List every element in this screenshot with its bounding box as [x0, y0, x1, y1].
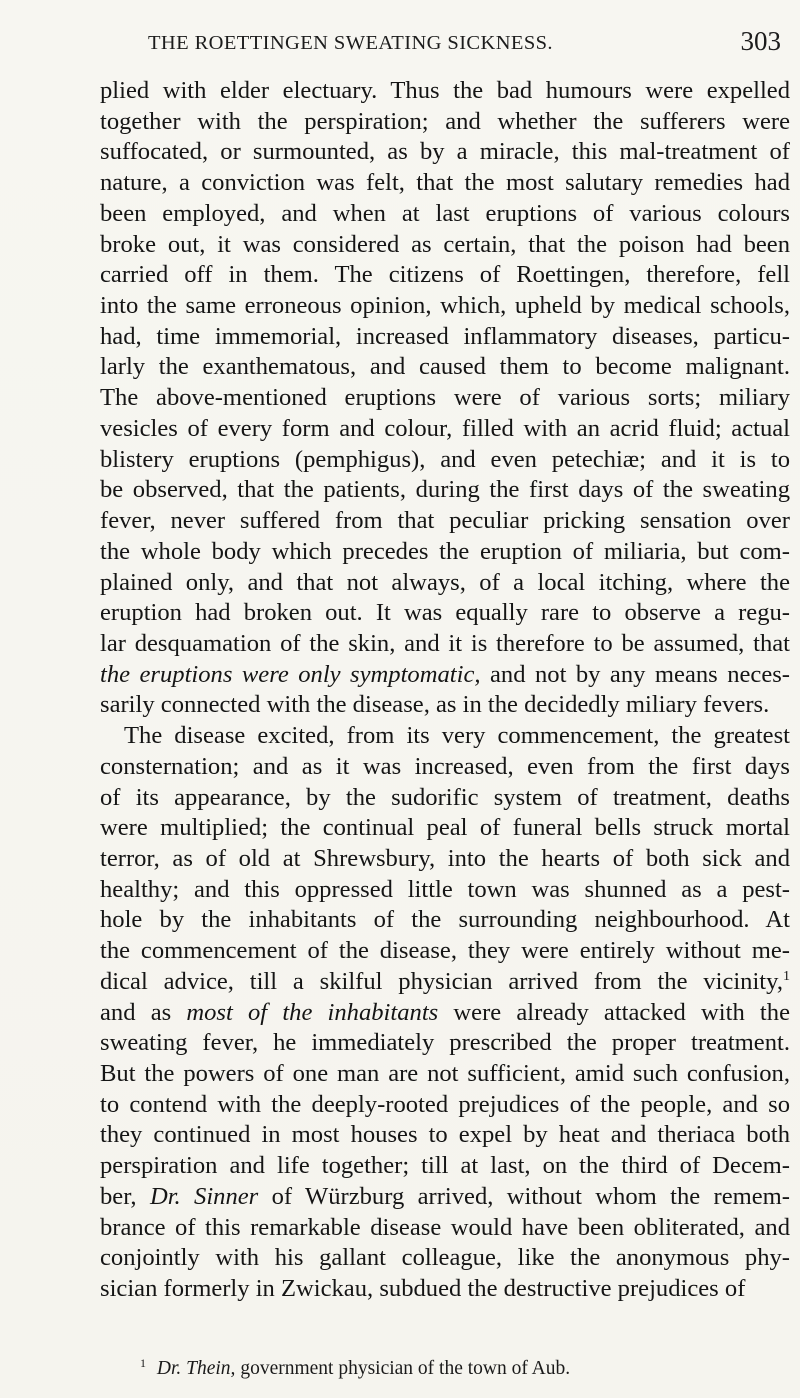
- text-segment: had, time immemorial, increased inflammatory diseases, particu-: [100, 322, 790, 350]
- text-line: [100, 875, 790, 906]
- text-line: [100, 844, 790, 875]
- italic-text: the eruptions were only symptomatic,: [100, 660, 481, 688]
- text-segment: sweating fever, he immediately prescribed the proper treatment.: [100, 1029, 790, 1057]
- text-segment: perspiration and life together; till at last, on the third of Decem-: [100, 1152, 790, 1180]
- text-line: [100, 107, 790, 138]
- italic-text: Dr. Sinner: [149, 1182, 259, 1210]
- text-segment: The above-mentioned eruptions were of various sorts; miliary: [100, 384, 790, 412]
- text-line: [100, 905, 790, 936]
- text-line: [100, 721, 790, 752]
- text-segment: dical advice, till a skilful physician arrived from the vicinity,: [100, 967, 783, 995]
- text-segment: fever, never suffered from that peculiar pricking sensation over: [100, 507, 790, 535]
- text-line: [100, 1182, 790, 1213]
- text-segment: plained only, and that not always, of a local itching, where the: [100, 568, 790, 596]
- text-line: [100, 445, 790, 476]
- text-segment: sarily connected with the disease, as in the decidedly miliary fevers.: [100, 691, 770, 719]
- text-line: [100, 76, 790, 107]
- running-title: THE ROETTINGEN SWEATING SICKNESS.: [148, 32, 553, 54]
- text-line: [100, 598, 790, 629]
- text-segment: and not by any means neces-: [480, 660, 790, 688]
- text-line: [100, 568, 790, 599]
- text-segment: The disease excited, from its very commencement, the greatest: [124, 722, 790, 750]
- page-number: 303: [740, 26, 781, 56]
- text-line: [100, 1120, 790, 1151]
- text-line: [100, 168, 790, 199]
- text-line: [100, 1059, 790, 1090]
- text-line: [100, 1028, 790, 1059]
- text-line: [100, 660, 790, 691]
- text-segment: nature, a conviction was felt, that the most salutary remedies had: [100, 169, 790, 197]
- text-segment: were multiplied; the continual peal of funeral bells struck mortal: [100, 814, 790, 842]
- text-segment: together with the perspiration; and whether the sufferers were: [100, 107, 790, 135]
- text-segment: terror, as of old at Shrewsbury, into the hearts of both sick and: [100, 844, 790, 872]
- text-line: [100, 199, 790, 230]
- text-segment: suffocated, or surmounted, as by a miracle, this mal-treatment of: [100, 138, 790, 166]
- text-line: [100, 322, 790, 353]
- text-segment: they continued in most houses to expel by heat and theriaca both: [100, 1121, 790, 1149]
- text-line: [100, 475, 790, 506]
- text-line: [100, 291, 790, 322]
- text-segment: the commencement of the disease, they were entirely without me-: [100, 937, 790, 965]
- text-segment: carried off in them. The citizens of Roettingen, therefore, fell: [100, 261, 790, 289]
- text-segment: of Würzburg arrived, without whom the remem-: [258, 1182, 790, 1210]
- italic-text: most of the inhabitants: [186, 998, 439, 1026]
- text-segment: sician formerly in Zwickau, subdued the destructive prejudices of: [100, 1275, 746, 1303]
- text-line: [100, 998, 790, 1029]
- text-line: [100, 383, 790, 414]
- text-line: [100, 1151, 790, 1182]
- text-line: [100, 506, 790, 537]
- text-line: [100, 352, 790, 383]
- text-line: [100, 936, 790, 967]
- text-segment: and as: [100, 998, 187, 1026]
- text-segment: vesicles of every form and colour, filled with an acrid fluid; actual: [100, 414, 790, 442]
- text-line: [100, 1243, 790, 1274]
- text-segment: blistery eruptions (pemphigus), and even petechiæ; and it is to: [100, 445, 790, 473]
- text-line: [100, 260, 790, 291]
- footnote-reference: 1: [783, 968, 790, 984]
- text-segment: healthy; and this oppressed little town was shunned as a pest-: [100, 875, 790, 903]
- footnote-marker: 1: [140, 1356, 146, 1370]
- text-segment: into the same erroneous opinion, which, upheld by medical schools,: [100, 292, 790, 320]
- text-line: [100, 629, 790, 660]
- text-segment: plied with elder electuary. Thus the bad humours were expelled: [100, 77, 790, 104]
- text-line: [100, 1213, 790, 1244]
- text-segment: broke out, it was considered as certain, that the poison had been: [100, 230, 790, 258]
- text-line: [100, 690, 790, 721]
- body-text: [100, 76, 790, 1305]
- text-line: [100, 783, 790, 814]
- text-segment: ber,: [100, 1182, 150, 1210]
- text-segment: lar desquamation of the skin, and it is therefore to be assumed, that: [100, 629, 790, 657]
- footnote: [140, 1356, 780, 1380]
- text-line: [100, 414, 790, 445]
- text-line: [100, 1090, 790, 1121]
- text-segment: hole by the inhabitants of the surrounding neighbourhood. At: [100, 906, 790, 934]
- text-segment: be observed, that the patients, during the first days of the sweating: [100, 476, 790, 504]
- footnote-text: government physician of the town of Aub.: [235, 1358, 571, 1379]
- text-line: [100, 537, 790, 568]
- text-segment: been employed, and when at last eruptions of various colours: [100, 199, 790, 227]
- text-segment: consternation; and as it was increased, even from the first days: [100, 752, 790, 780]
- text-line: [100, 813, 790, 844]
- text-line: [100, 137, 790, 168]
- text-line: [100, 230, 790, 261]
- footnote-italic-text: Dr. Thein,: [156, 1358, 236, 1379]
- text-segment: the whole body which precedes the eruption of miliaria, but com-: [100, 537, 790, 565]
- text-line: [100, 752, 790, 783]
- text-segment: were already attacked with the: [438, 998, 790, 1026]
- page-header: [100, 26, 800, 62]
- text-segment: eruption had broken out. It was equally rare to observe a regu-: [100, 599, 790, 627]
- text-line: [100, 967, 790, 998]
- text-segment: But the powers of one man are not sufficient, amid such confusion,: [100, 1060, 790, 1087]
- text-segment: brance of this remarkable disease would have been obliterated, and: [100, 1213, 790, 1241]
- text-segment: of its appearance, by the sudorific system of treatment, deaths: [100, 783, 790, 811]
- text-segment: larly the exanthematous, and caused them to become malignant.: [100, 353, 790, 381]
- text-segment: to contend with the deeply-rooted prejudices of the people, and so: [100, 1090, 790, 1118]
- text-line: [100, 1274, 790, 1305]
- text-segment: conjointly with his gallant colleague, like the anonymous phy-: [100, 1244, 790, 1272]
